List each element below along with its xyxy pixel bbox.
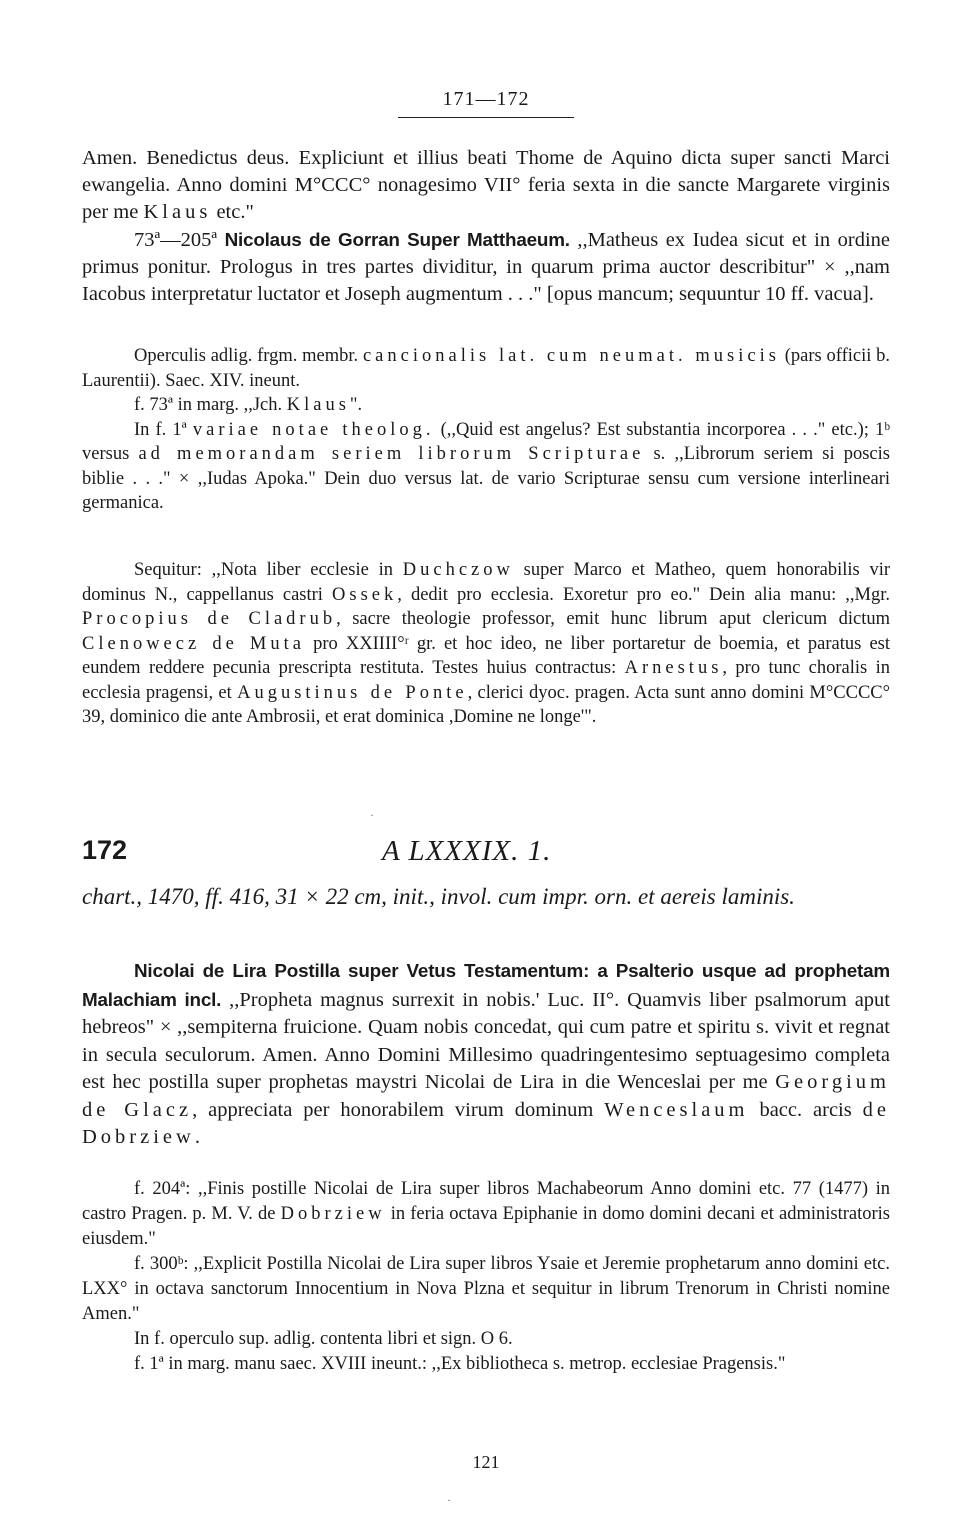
margin-note: f. 73ª in marg. ,,Jch. Klaus".	[134, 395, 363, 415]
document-page	[82, 0, 890, 1518]
header-rule	[398, 117, 574, 118]
entry-171-explicit: Amen. Benedictus deus. Expliciunt et illius beati Thome de Aquino dicta super sancti Marci ewangelia. Anno domini M°CCC° nonagesimo VII° feria sexta in die sancte Margarete virginis per me Klaus etc."	[82, 147, 890, 223]
item-folio: 73ª—205ª	[134, 229, 218, 251]
ownership-note: Sequitur: ,,Nota liber ecclesie in Duchczow super Marco et Matheo, quem honorabilis vir dominus N., cappellanus castri Ossek, dedit pro ecclesia. Exoretur pro eo." Dein alia manu: ,,Mgr. Procopius de Cladrub, sacre theologie professor, emit hunc librum aput clericum dictum Clenowecz de Muta pro XXIIII°ʳ gr. et hoc ideo, ne liber portaretur de boemia, et paratus est eundem reddere pecunia prescripta restituta. Testes huius contractus: Arnestus, pro tunc choralis in ecclesia pragensi, et Augustinus de Ponte, clerici dyoc. pragen. Acta sunt anno domini M°CCCC° 39, dominico die ante Ambrosii, et erat dominica ,Domine ne longe'".	[82, 560, 891, 727]
entry-172-title-incipit: Nicolai de Lira Postilla super Vetus Testamentum: a Psalterio usque ad prophetam Malachiam incl. ,,Propheta magnus surrexit in nobis.' Luc. II°. Quamvis liber psalmorum aput hebreos" × ,,sempiterna fruicione. Quam nobis concedat, qui cum patre et spiritu s. vivit et regnat in secula seculorum. Amen. Anno Domini Millesimo quadringentesimo septuagesimo completa est hec postilla super prophetas maystri Nicolai de Lira in die Wenceslai per me Georgium de Glacz, appreciata per honorabilem virum dominum Wenceslaum bacc. arcis de Dobrziew.	[82, 960, 891, 1148]
entry-171-binding-notes	[82, 344, 890, 516]
operculum-note: In f. operculo sup. adlig. contenta libri et sign. O 6.	[134, 1329, 513, 1349]
ownership-margin-note: f. 1ª in marg. manu saec. XVIII ineunt.: ,,Ex bibliotheca s. metrop. ecclesiae Pragensis."	[134, 1354, 786, 1374]
entry-172-physical-description: chart., 1470, ff. 416, 31 × 22 cm, init., invol. cum impr. orn. et aereis laminis.	[82, 884, 795, 909]
folio-204-note: f. 204ª: ,,Finis postille Nicolai de Lira super libros Machabeorum Anno domini etc. 77 (1477) in castro Pragen. p. M. V. de Dobrziew in feria octava Epiphanie in domo domini decani et administratoris eiusdem."	[82, 1179, 891, 1249]
scribe-name: Klaus	[143, 201, 212, 223]
folio-1-note: In f. 1ª variae notae theolog. (,,Quid est angelus? Est substantia incorporea . . ." etc.); 1ᵇ versus ad memorandam seriem librorum Scripturae s. ,,Librorum seriem si poscis biblie . . ." × ,,Iudas Apoka." Dein duo versus lat. de vario Scripturae sensu cum versione interlineari germanica.	[82, 419, 890, 513]
entry-171-ownership	[82, 558, 890, 730]
entry-172-notes	[82, 1177, 890, 1377]
shelfmark: A LXXXIX. 1.	[382, 835, 552, 867]
folio-300-note: f. 300ᵇ: ,,Explicit Postilla Nicolai de Lira super libros Ysaie et Jeremie prophetarum anno domini etc. LXX° in octava sanctorum Innocentium in Nova Plzna et sequitur in librum Trenorum in Christi nomine Amen."	[82, 1254, 890, 1324]
binding-note: Operculis adlig. frgm. membr. cancionalis lat. cum neumat. musicis (pars officii b. Laurentii). Saec. XIV. ineunt.	[82, 346, 891, 391]
entry-172-text	[82, 957, 890, 1152]
page-number: 121	[472, 1452, 500, 1472]
entry-172-heading	[82, 835, 890, 875]
entry-171-text	[82, 145, 890, 308]
entry-171-item: 73ª—205ª Nicolaus de Gorran Super Matthaeum. ,,Matheus ex Iudea sicut et in ordine primus ponitur. Prologus in tres partes dividitur, in quarum prima auctor describitur" × ,,nam Iacobus interpretatur luctator et Joseph augmentum . . ." [opus mancum; sequuntur 10 ff. vacua].	[82, 229, 890, 305]
print-speck: ·	[370, 808, 374, 822]
work-title: Nicolai de Lira Postilla super Vetus Testamentum: a Psalterio usque ad prophetam Malachiam incl.	[82, 960, 890, 1010]
item-title: Nicolaus de Gorran Super Matthaeum.	[224, 229, 570, 250]
print-speck: ·	[447, 1493, 451, 1507]
running-header: 171—172	[442, 88, 530, 110]
entry-number: 172	[82, 835, 128, 865]
